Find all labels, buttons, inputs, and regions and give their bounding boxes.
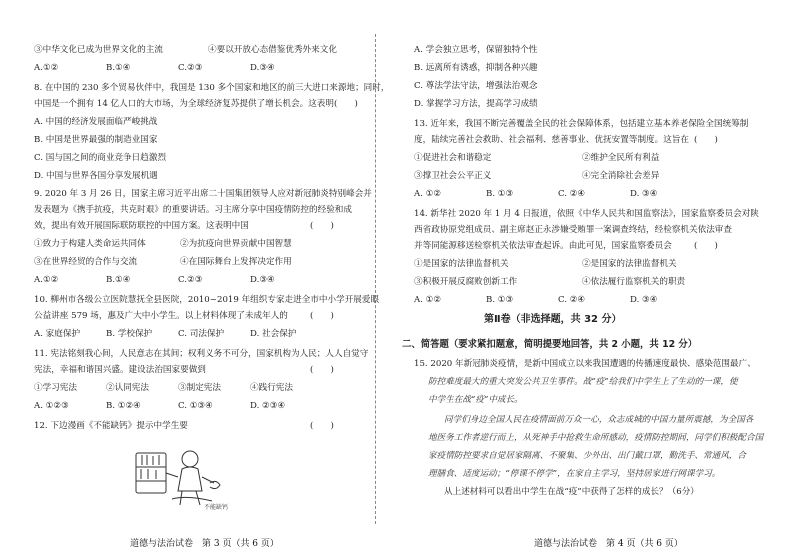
q9-option-4: ④在国际舞台上发挥决定作用	[180, 257, 292, 267]
q15-stem-line2: 防控难度最大的重大突发公共卫生事件。战“疫”给我们中学生上了生动的一课，使	[428, 377, 738, 387]
q9-stem-line1: 9. 2020 年 3 月 26 日，国家主席习近平出席二十国集团领导人应对新冠肺炎特别峰会并	[34, 189, 372, 199]
choice-b[interactable]: B. ①②④	[106, 401, 141, 411]
choice-a[interactable]: A.①②	[34, 63, 59, 73]
choice-c[interactable]: C. 司法保护	[178, 329, 225, 339]
q14-stem-line1: 14. 新华社 2020 年 1 月 4 日报道，依照《中华人民共和国监察法》，国家监察委员会对陕	[414, 209, 759, 219]
q15-material-line1: 同学们身边全国人民在疫情面前万众一心，众志成城的中国力量所震撼，为全国各	[444, 415, 754, 425]
choice-b[interactable]: B.①④	[106, 275, 131, 285]
q12-option-d[interactable]: D. 掌握学习方法，提高学习成绩	[414, 99, 538, 109]
choice-d[interactable]: D.③④	[250, 63, 275, 73]
q10-stem-line1: 10. 柳州市各级公立医院慧抚全县医院，2010~2019 年组织专家走进全市中小学开展爱眼	[34, 295, 380, 305]
q11-stem-line2: 宪法，幸福和谐国兴盛。建设法治国家要做到	[34, 365, 206, 375]
right-page	[398, 0, 794, 560]
choice-b[interactable]: B.①④	[106, 63, 131, 73]
q9-choices	[34, 274, 322, 287]
part2-title: 第Ⅱ卷（非选择题，共 32 分）	[484, 314, 622, 325]
q15-question: 从上述材料可以看出中学生在战“疫”中获得了怎样的成长？（6分）	[444, 487, 699, 497]
figure-head	[182, 451, 198, 467]
q12-stem: 12. 下边漫画《不能缺钙》提示中学生要	[34, 421, 188, 431]
q13-option-4: ④完全消除社会差异	[582, 171, 660, 181]
q13-option-2: ②维护全民所有利益	[582, 153, 660, 163]
q14-stem-line2: 西省政协原党组成员、副主席赵正永涉嫌受贿罪一案调查终结，经检察机关依法审查	[414, 225, 732, 235]
q8-option-b[interactable]: B. 中国是世界最强的制造业国家	[34, 135, 158, 145]
q8-option-d[interactable]: D. 中国与世界各国分享发展机遇	[34, 171, 158, 181]
q12-option-c[interactable]: C. 尊法学法守法，增强法治观念	[414, 81, 538, 91]
choice-d[interactable]: D.③④	[250, 275, 275, 285]
q9-option-2: ②为抗疫向世界贡献中国智慧	[180, 239, 292, 249]
q11-stem-line1: 11. 宪法铭刻我心间，人民意志在其间；权利义务不可分，国家机构为人民；人人自觉守	[34, 349, 369, 359]
choice-d[interactable]: D. ③④	[630, 189, 658, 199]
q14-stem-line3: 并等同能源移送检察机关依法审查起诉。由此可见，国家监察委员会	[414, 241, 672, 251]
right-footer: 道德与法治试卷 第 4 页（共 6 页）	[534, 539, 683, 549]
q7-option-3: ③中华文化已成为世界文化的主流	[34, 45, 163, 55]
q11-option-2: ②认同宪法	[106, 383, 149, 393]
choice-c[interactable]: C.②③	[178, 275, 203, 285]
choice-a[interactable]: A. ①②	[414, 189, 442, 199]
q13-option-3: ③撑卫社会公平正义	[414, 171, 492, 181]
q14-answer-paren: ( )	[694, 241, 718, 251]
choice-b[interactable]: B. 学校保护	[106, 329, 153, 339]
q11-answer-paren: ( )	[310, 365, 334, 375]
choice-c[interactable]: C. ②④	[558, 295, 586, 305]
q11-option-1: ①学习宪法	[34, 383, 77, 393]
q14-option-4: ④依法履行监察机关的职责	[582, 277, 686, 287]
q15-material-line2: 地医务工作者逆行而上，从死神手中抢救生命所感动，疫情防控期间，同学们积极配合国	[428, 433, 764, 443]
q11-option-4: ④践行宪法	[250, 383, 293, 393]
choice-a[interactable]: A. ①②	[414, 295, 442, 305]
q13-stem-line2: 度，陆续完善社会救助、社会福利、慈善事业、优抚安置等制度。这旨在	[414, 135, 690, 145]
q12-answer-paren: ( )	[310, 421, 334, 431]
q12-option-a[interactable]: A. 学会独立思考，保留独特个性	[414, 45, 538, 55]
section2-title: 二、简答题（要求紧扣题意，简明提要地回答，共 2 小题，共 12 分）	[402, 339, 698, 350]
choice-c[interactable]: C.②③	[178, 63, 203, 73]
q13-stem-line1: 13. 近年来，我国不断完善覆盖全民的社会保障体系，包括建立基本养老保险全国统筹制	[414, 119, 749, 129]
q12-option-b[interactable]: B. 远离所有诱惑，抑制各种兴趣	[414, 63, 538, 73]
left-page	[0, 0, 390, 560]
q9-option-3: ③在世界经贸的合作与交流	[34, 257, 138, 267]
q10-answer-paren: ( )	[310, 311, 334, 321]
choice-b[interactable]: B. ①③	[486, 189, 514, 199]
q9-stem-line2: 发表题为《携手抗疫，共克时艰》的重要讲话。习主席分享中国疫情防控的经验和成	[34, 205, 352, 215]
q8-option-c[interactable]: C. 国与国之间的商业竞争日趋激烈	[34, 153, 167, 163]
q14-option-3: ③积极开展反腐败创新工作	[414, 277, 518, 287]
figure-body	[178, 467, 202, 491]
q14-choices	[414, 294, 702, 307]
q9-option-1: ①致力于构建人类命运共同体	[34, 239, 146, 249]
choice-a[interactable]: A. ①②③	[34, 401, 69, 411]
q7-choices	[34, 62, 322, 75]
q13-option-1: ①促进社会和谐稳定	[414, 153, 492, 163]
q8-option-a[interactable]: A. 中国的经济发展面临严峻挑战	[34, 117, 158, 127]
q15-stem-line1: 15. 2020 年新冠肺炎疫情，是新中国成立以来我国遭遇的传播速度最快、感染范围最广、	[414, 359, 756, 369]
left-footer: 道德与法治试卷 第 3 页（共 6 页）	[130, 539, 279, 549]
q10-stem-line2: 公益讲座 579 场，惠及广大中小学生。以上材料体现了未成年人的	[34, 311, 288, 321]
q9-answer-paren: ( )	[310, 221, 334, 231]
q14-option-1: ①是国家的法律监督机关	[414, 259, 509, 269]
choice-c[interactable]: C. ①③④	[178, 401, 213, 411]
choice-a[interactable]: A.①②	[34, 275, 59, 285]
choice-d[interactable]: D. 社会保护	[250, 329, 297, 339]
q15-material-line3: 家疫情防控要求自觉居家隔离、不聚集、少外出、出门戴口罩，勤洗手、常通风，合	[428, 451, 746, 461]
q13-answer-paren: ( )	[694, 135, 718, 145]
q15-material-line4: 理膳食、适度运动；“停课不停学”，在家自主学习，坚持居家进行网课学习。	[428, 469, 721, 479]
q7-option-4: ④要以开放心态借鉴优秀外来文化	[208, 45, 337, 55]
q13-choices	[414, 188, 702, 201]
q14-option-2: ②是国家的法律监督机关	[582, 259, 677, 269]
q8-stem-line2: 中国是一个拥有 14 亿人口的大市场，为全球经济复苏提供了增长机会。这表明( )	[34, 99, 358, 109]
q9-stem-line3: 效，提出有效开展国际联防联控的中国方案。这表明中国	[34, 221, 249, 231]
cartoon-caption: 不能缺钙	[204, 504, 228, 511]
q11-option-3: ③制定宪法	[178, 383, 221, 393]
q10-choices	[34, 328, 322, 341]
choice-d[interactable]: D. ③④	[630, 295, 658, 305]
q11-choices	[34, 400, 322, 413]
cartoon-illustration	[132, 443, 228, 511]
q11-options	[34, 382, 322, 395]
q15-stem-line3: 中学生在战“疫”中成长。	[428, 395, 523, 405]
choice-b[interactable]: B. ①③	[486, 295, 514, 305]
choice-c[interactable]: C. ②④	[558, 189, 586, 199]
choice-a[interactable]: A. 家庭保护	[34, 329, 81, 339]
q8-stem-line1: 8. 在中国的 230 多个贸易伙伴中，我国是 130 多个国家和地区的前三大进口来源地；同时，	[34, 83, 390, 93]
choice-d[interactable]: D. ②③④	[250, 401, 286, 411]
